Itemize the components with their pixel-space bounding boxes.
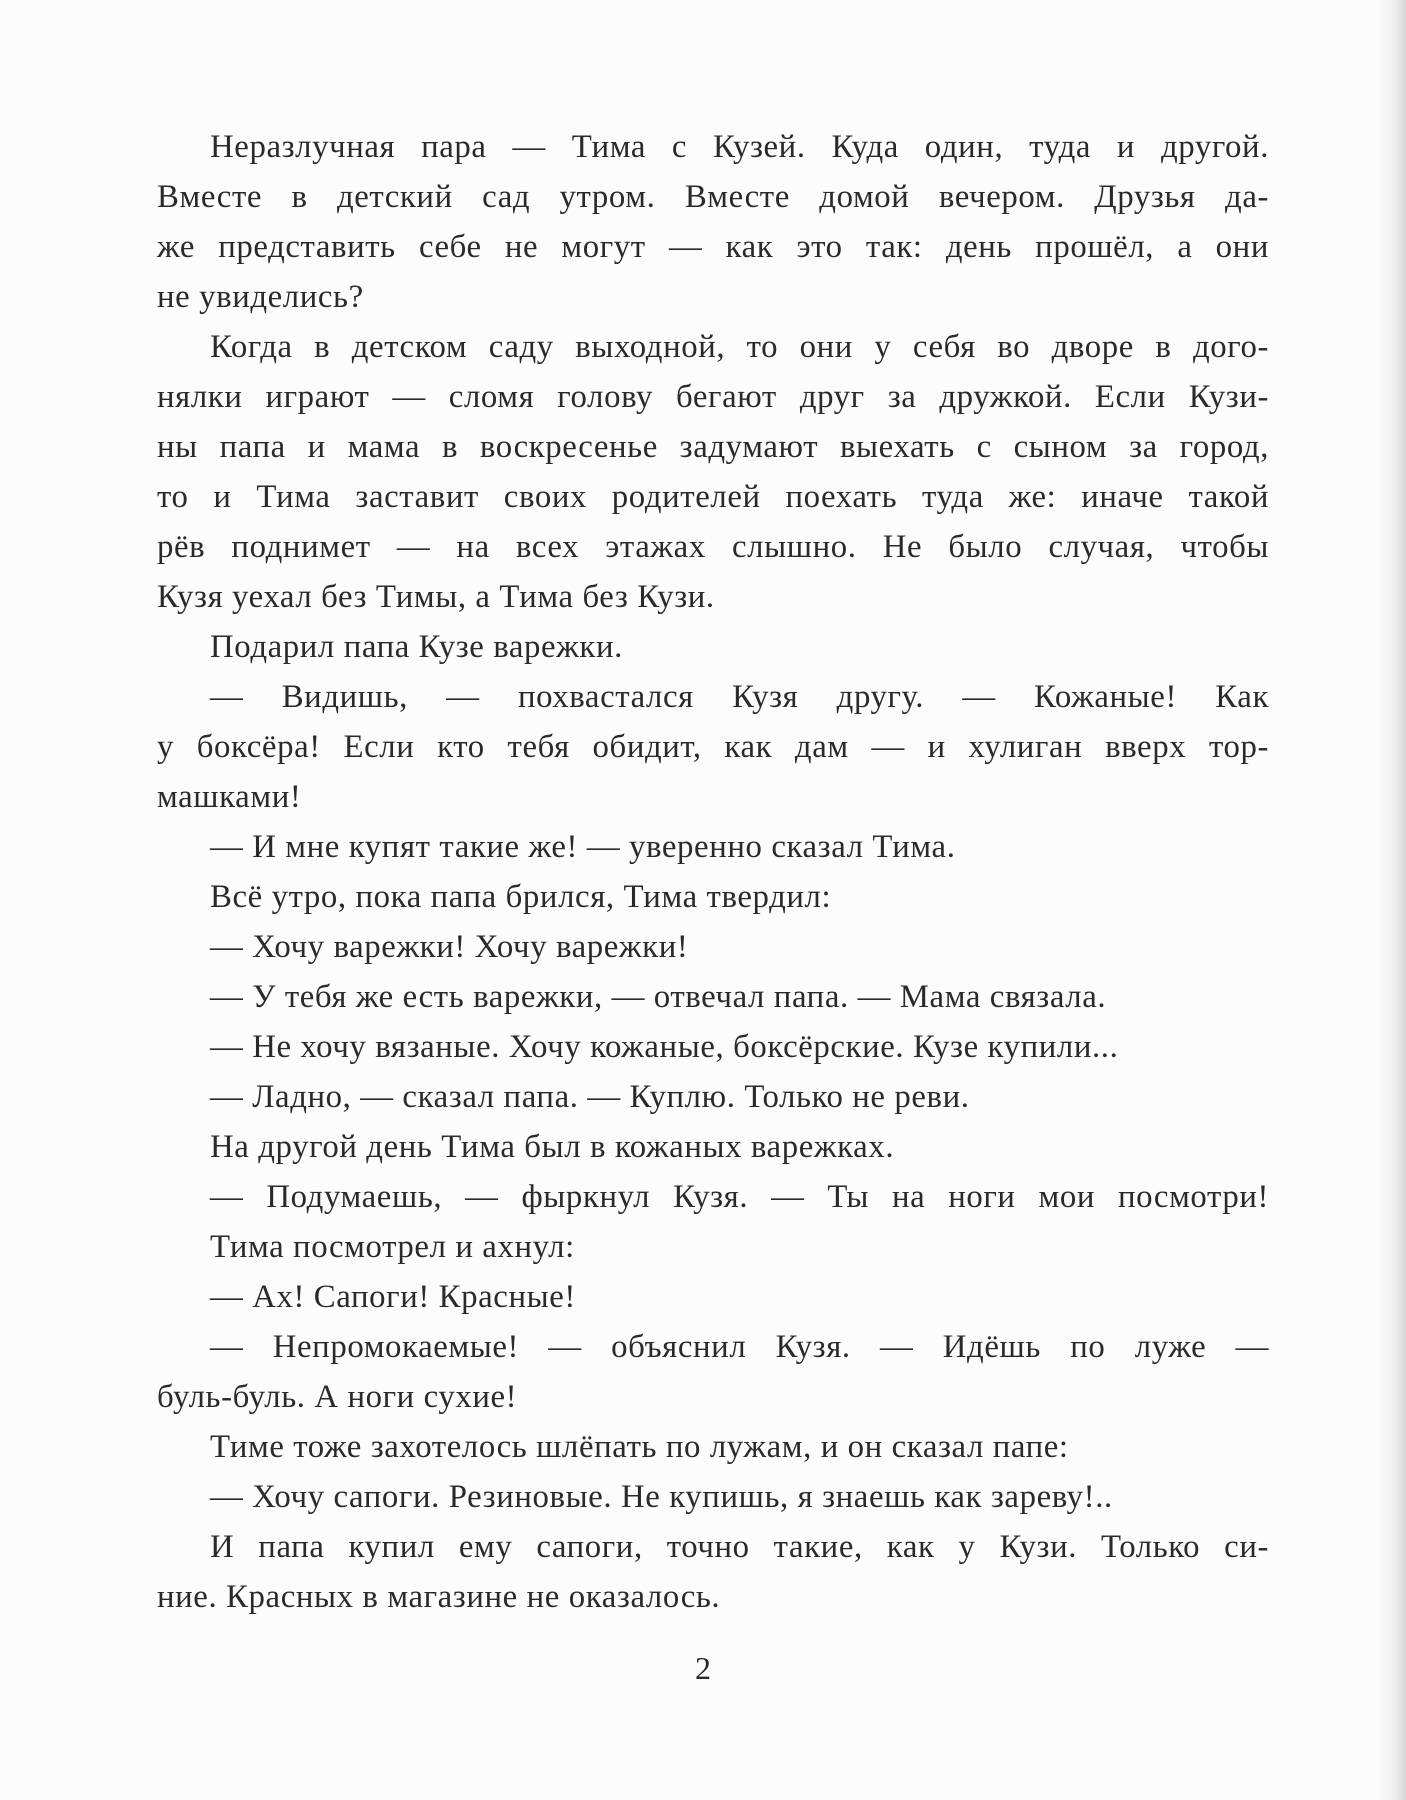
text-line: нялки играют — сломя голову бегают друг за дружкой. Если Кузи-: [157, 379, 1269, 415]
text-line: — Хочу сапоги. Резиновые. Не купишь, я знаешь как зареву!..: [210, 1479, 1113, 1515]
text-line: — Видишь, — похвастался Кузя другу. — Кожаные! Как: [210, 679, 1269, 715]
text-line: ние. Красных в магазине не оказалось.: [157, 1579, 721, 1615]
text-line: рёв поднимет — на всех этажах слышно. Не было случая, чтобы: [157, 529, 1269, 565]
text-line: у боксёра! Если кто тебя обидит, как дам — и хулиган вверх тор-: [157, 729, 1269, 765]
text-line: же представить себе не могут — как это так: день прошёл, а они: [157, 229, 1269, 265]
text-line: Тима посмотрел и ахнул:: [210, 1229, 575, 1265]
text-line: машками!: [157, 779, 302, 815]
text-line: — Хочу варежки! Хочу варежки!: [210, 929, 689, 965]
text-line: ны папа и мама в воскресенье задумают выехать с сыном за город,: [157, 429, 1269, 465]
text-line: — У тебя же есть варежки, — отвечал папа. — Мама связала.: [210, 979, 1107, 1015]
text-line: не увиделись?: [157, 279, 364, 315]
text-line: Когда в детском саду выходной, то они у себя во дворе в дого-: [210, 329, 1269, 365]
text-line: буль-буль. А ноги сухие!: [157, 1379, 518, 1415]
text-line: — Подумаешь, — фыркнул Кузя. — Ты на ноги мои посмотри!: [210, 1179, 1269, 1215]
text-line: — Ах! Сапоги! Красные!: [210, 1279, 576, 1315]
text-line: Тиме тоже захотелось шлёпать по лужам, и он сказал папе:: [210, 1429, 1069, 1465]
text-line: Кузя уехал без Тимы, а Тима без Кузи.: [157, 579, 715, 615]
text-line: Неразлучная пара — Тима с Кузей. Куда один, туда и другой.: [210, 129, 1269, 165]
page-number: 2: [695, 1650, 711, 1686]
text-line: — Не хочу вязаные. Хочу кожаные, боксёрские. Кузе купили...: [210, 1029, 1119, 1065]
text-line: Вместе в детский сад утром. Вместе домой вечером. Друзья да-: [157, 179, 1269, 215]
page-edge-shadow: [1378, 0, 1406, 1800]
text-line: Всё утро, пока папа брился, Тима твердил:: [210, 879, 832, 915]
text-line: то и Тима заставит своих родителей поехать туда же: иначе такой: [157, 479, 1269, 515]
text-line: — И мне купят такие же! — уверенно сказал Тима.: [210, 829, 956, 865]
text-line: На другой день Тима был в кожаных варежках.: [210, 1129, 895, 1165]
text-line: Подарил папа Кузе варежки.: [210, 629, 623, 665]
story-text: [157, 122, 1269, 1622]
text-line: — Ладно, — сказал папа. — Куплю. Только не реви.: [210, 1079, 970, 1115]
text-line: И папа купил ему сапоги, точно такие, как у Кузи. Только си-: [210, 1529, 1269, 1565]
text-line: — Непромокаемые! — объяснил Кузя. — Идёшь по луже —: [210, 1329, 1269, 1365]
